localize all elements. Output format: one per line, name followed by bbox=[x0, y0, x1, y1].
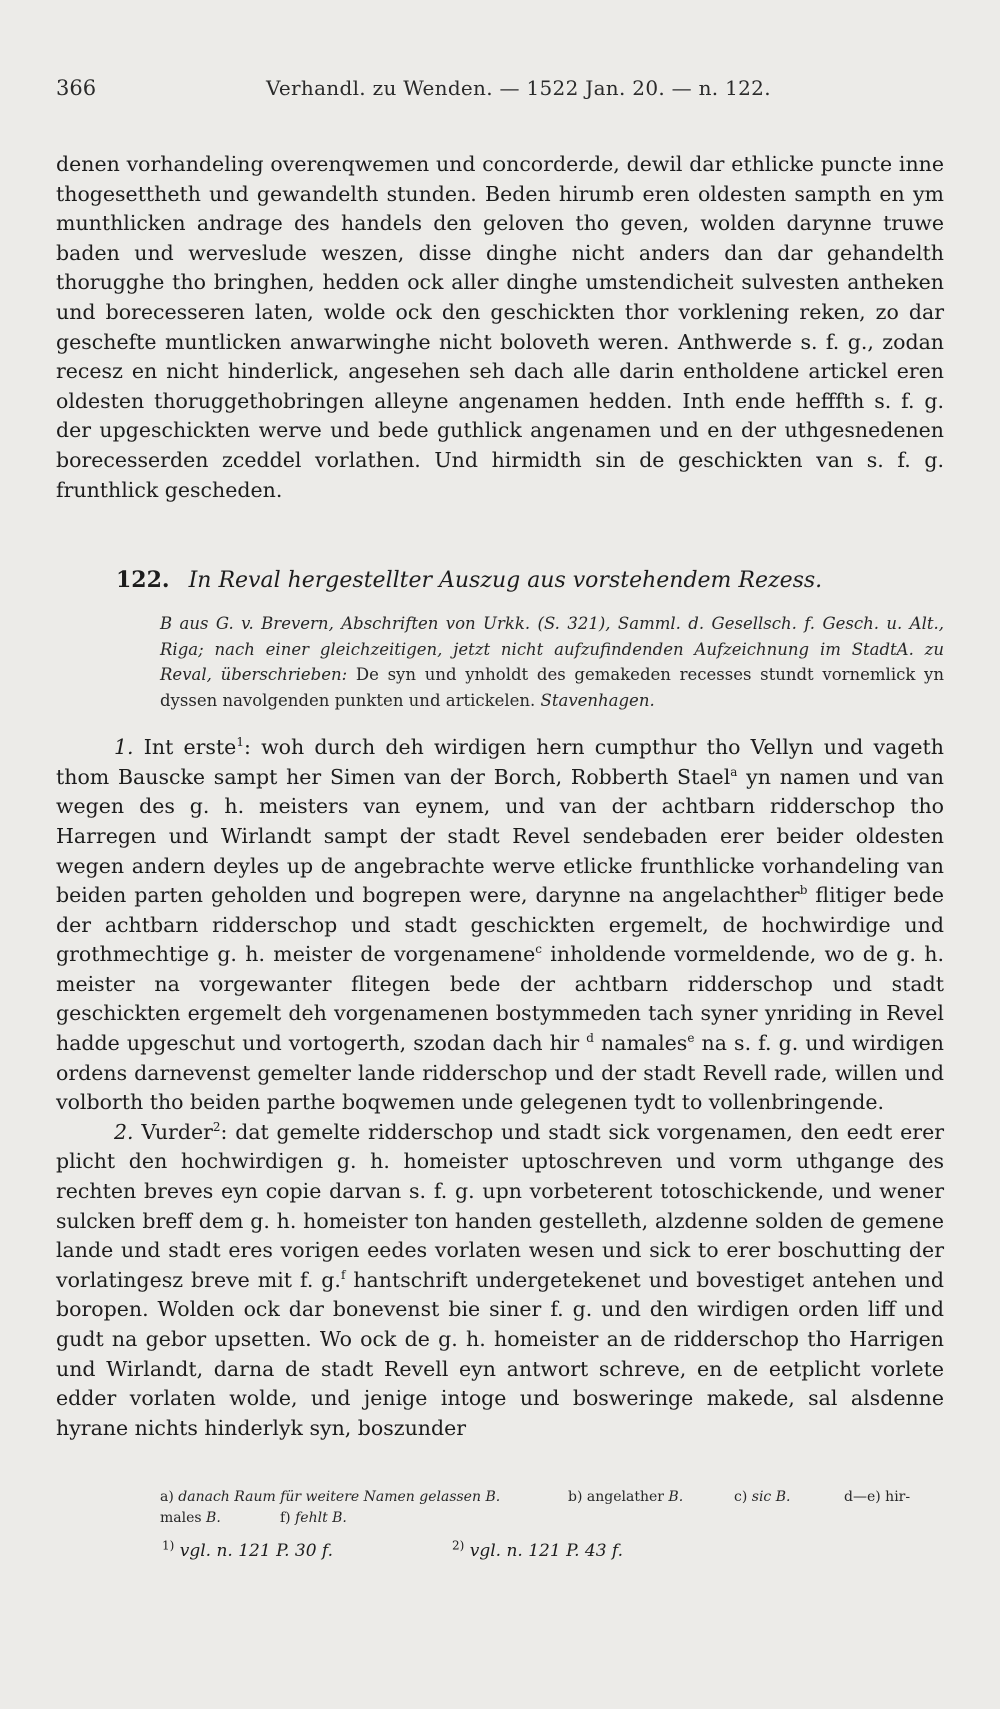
page-body bbox=[56, 150, 944, 1443]
source-place: Stavenhagen. bbox=[540, 690, 655, 710]
running-title: Verhandl. zu Wenden. — 1522 Jan. 20. — n. 122. bbox=[266, 76, 771, 100]
note-1: $^{1)}$ vgl. n. 121 P. 30 f. bbox=[162, 1538, 333, 1562]
source-citation: B aus G. v. Brevern, Abschriften von Urkk. (S. 321), Samml. d. Gesellsch. f. Gesch. u. Alt., Riga; nach einer gleichzeitigen, jetzt nicht aufzufindenden Aufzeichnung im StadtA. zu Reval, überschrieben: bbox=[160, 614, 944, 685]
document-number: 122. bbox=[116, 567, 170, 594]
page-header bbox=[56, 76, 944, 100]
page-number: 366 bbox=[56, 76, 97, 100]
document-title: In Reval hergestellter Auszug aus vorstehendem Rezess. bbox=[188, 568, 823, 594]
footnote-ref: f bbox=[340, 1267, 346, 1282]
article-2: 2. Vurder$^2$: dat gemelte ridderschop und stadt sick vorgenamen, den eedt erer plicht den hochwirdigen g. h. homeister uptoschreven und vorm uthgange des rechten breves eyn copie darvan s. f. g. upn vorbeterent totoschickende, und wener sulcken breff dem g. h. homeister ton handen gestelleth, alzdenne solden de gemene lande und stadt eres vorigen eedes vorlaten wesen und sick to erer boschutting der vorlatingesz breve mit f. g.$^f$ hantschrift undergetekenet und bovestiget antehen und boropen. Wolden ock dar bonevenst bie siner f. g. und den wirdigen orden liff und gudt na gebor upsetten. Wo ock de g. h. homeister an de ridderschop tho Harrigen und Wirlandt, darna de stadt Revell eyn antwort schreve, en de eetplicht vorlete edder vorlaten wolde, und jenige intoge und bosweringe makede, sal alsdenne hyrane nichts hinderlyk syn, boszunder bbox=[56, 1119, 944, 1440]
article-1-number: 1. bbox=[114, 735, 134, 760]
footnote-ref: e bbox=[687, 1031, 695, 1046]
footnote-ref: c bbox=[535, 942, 542, 957]
document-heading bbox=[116, 567, 944, 593]
footnote-a: a) danach Raum für weitere Namen gelassen B. bbox=[160, 1489, 501, 1506]
footnote-f: f) fehlt B. bbox=[280, 1510, 347, 1527]
footnote-d-e-cont: males B. bbox=[160, 1510, 221, 1527]
intro-paragraph: denen vorhandeling overenqwemen und concorderde, dewil dar ethlicke puncte inne thogesettheth und gewandelth stunden. Beden hirumb eren oldesten sampth en ym munthlicken andrage des handels den geloven tho geven, wolden darynne truwe baden und werveslude weszen, disse dinghe nicht anders dan dar gehandelth thorugghe tho bringhen, hedden ock aller dinghe umstendicheit sulvesten antheken und borecesseren laten, wolde ock den geschickten thor vorklening reken, zo dar geschefte muntlicken anwarwinghe nicht boloveth weren. Anthwerde s. f. g., zodan recesz en nicht hinderlick, angesehen seh dach alle darin entholdene artickel eren oldesten thoruggethobringen alleyne angenamen hedden. Inth ende hefffth s. f. g. der upgeschickten werve und bede guthlick angenamen und en der uthgesnedenen borecesserden zceddel vorlathen. Und hirmidth sin de geschickten van s. f. g. frunthlick gescheden. bbox=[56, 152, 944, 502]
article-2-number: 2. bbox=[114, 1119, 134, 1144]
footnote-d-e: d—e) hir- bbox=[844, 1489, 911, 1506]
source-quote: De syn und ynholdt des gemakeden recesses stundt vornemlick yn dyssen navolgenden punkten und artickelen. bbox=[160, 665, 944, 710]
footnote-c: c) sic B. bbox=[734, 1489, 791, 1506]
note-2: $^{2)}$ vgl. n. 121 P. 43 f. bbox=[452, 1538, 623, 1562]
footnote-ref: a bbox=[730, 764, 738, 779]
critical-apparatus bbox=[160, 1487, 944, 1529]
footnote-ref: b bbox=[799, 883, 808, 898]
footnote-b: b) angelather B. bbox=[568, 1489, 684, 1506]
article-1: 1. Int erste$^1$: woh durch deh wirdigen hern cumpthur tho Vellyn und vageth thom Bauscke sampt her Simen van der Borch, Robberth Stael$^a$ yn namen und van wegen des g. h. meisters van eynem, und van der achtbarn ridderschop tho Harregen und Wirlandt sampt der stadt Revel sendebaden erer beider oldesten wegen andern deyles up de angebrachte werve etlicke frunthlicke vorhandeling van beiden parten geholden und bogrepen were, darynne na angelachther$^b$ flitiger bede der achtbarn ridderschop und stadt geschickten ergemelt, de hochwirdige und grothmechtige g. h. meister de vorgenamene$^c$ inholdende vormeldende, wo de g. h. meister na vorgewanter flitegen bede der achtbarn ridderschop und stadt geschickten ergemelt deh vorgenamenen bostymmeden tach syner ynriding in Revel hadde upgeschut und vortogerth, szodan dach hir $^d$ namales$^e$ na s. f. g. und wirdigen ordens darnevenst gemelter lande ridderschop und der stadt Revell rade, willen und volborth tho beiden parthe boqwemen unde gelegenen tydt to vollenbringende. bbox=[56, 735, 944, 1115]
footnote-ref: 1 bbox=[236, 735, 244, 750]
footnote-ref: 2 bbox=[212, 1120, 221, 1135]
source-note bbox=[160, 611, 944, 713]
footnote-ref: d bbox=[586, 1031, 594, 1046]
footnotes bbox=[162, 1538, 944, 1562]
